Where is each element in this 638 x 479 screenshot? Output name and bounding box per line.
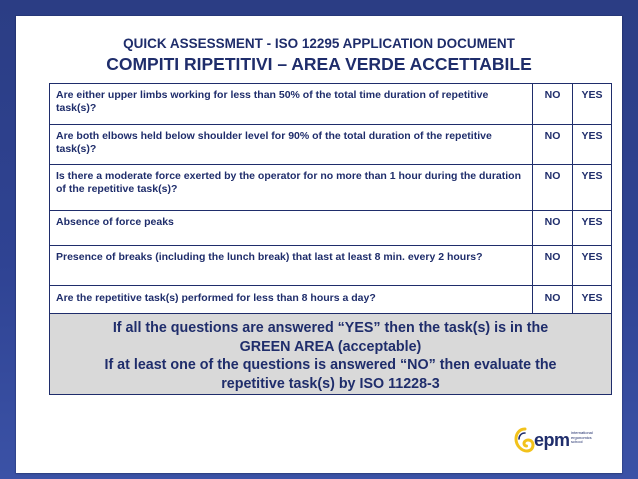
title-line-1: QUICK ASSESSMENT - ISO 12295 APPLICATION DOCUMENT [123, 36, 515, 51]
no-cell: NO [533, 286, 573, 313]
question-cell: Are either upper limbs working for less than 50% of the total time duration of repetitive task(s)? [50, 84, 533, 124]
instruction-note [50, 314, 611, 394]
no-cell: NO [533, 246, 573, 285]
note-line: If at least one of the questions is answered “NO” then evaluate the [104, 357, 557, 373]
slide-panel [16, 16, 622, 473]
note-line: repetitive task(s) by ISO 11228-3 [221, 375, 440, 392]
table-row [50, 84, 611, 125]
question-cell: Are both elbows held below shoulder level for 90% of the total duration of the repetitive task(s)? [50, 125, 533, 164]
question-cell: Are the repetitive task(s) performed for less than 8 hours a day? [50, 286, 533, 313]
epm-logo [514, 426, 600, 460]
question-cell: Presence of breaks (including the lunch break) that last at least 8 min. every 2 hours? [50, 246, 533, 285]
note-row [50, 314, 611, 394]
yes-cell: YES [581, 170, 603, 182]
yes-cell: YES [581, 251, 603, 263]
assessment-table [49, 83, 612, 395]
table-row [50, 211, 611, 246]
epm-logo-icon [514, 426, 536, 456]
table-row [50, 165, 611, 211]
yes-cell: YES [581, 130, 603, 142]
yes-cell: YES [581, 89, 603, 101]
logo-subtitle: international ergonomics school [571, 430, 593, 445]
no-cell: NO [533, 165, 573, 210]
question-cell: Is there a moderate force exerted by the operator for no more than 1 hour during the duration of the repetitive task(s)? [50, 165, 533, 210]
no-cell: NO [533, 84, 573, 124]
question-cell: Absence of force peaks [50, 211, 533, 245]
title-line-2: COMPITI RIPETITIVI – AREA VERDE ACCETTABILE [106, 54, 532, 74]
table-row [50, 286, 611, 314]
page-title [16, 36, 622, 75]
note-line: If all the questions are answered “YES” then the task(s) is in the [112, 320, 549, 336]
no-cell: NO [533, 211, 573, 245]
table-row [50, 125, 611, 165]
no-cell: NO [533, 125, 573, 164]
table-row [50, 246, 611, 286]
yes-cell: YES [581, 216, 603, 228]
note-line: GREEN AREA (acceptable) [239, 338, 422, 355]
yes-cell: YES [581, 292, 603, 304]
logo-text: epm [534, 430, 570, 450]
